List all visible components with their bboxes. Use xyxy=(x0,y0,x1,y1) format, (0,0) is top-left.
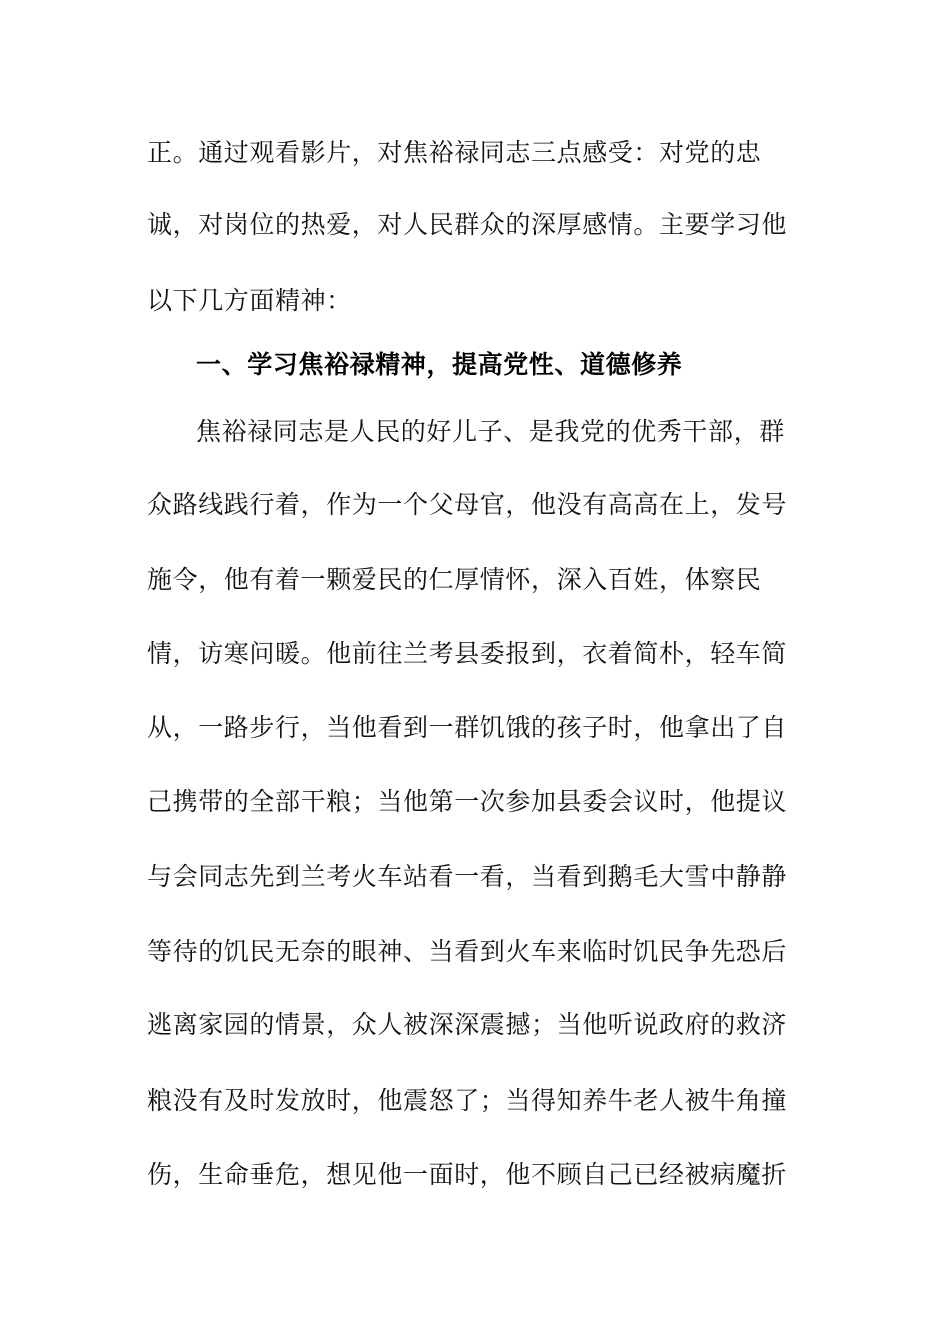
paragraph-line: 等待的饥民无奈的眼神、当看到火车来临时饥民争先恐后 xyxy=(147,937,788,966)
paragraph-line: 诚，对岗位的热爱，对人民群众的深厚感情。主要学习他 xyxy=(147,210,788,239)
paragraph-line: 众路线践行着，作为一个父母官，他没有高高在上，发号 xyxy=(147,490,788,519)
paragraph-line: 从，一路步行，当他看到一群饥饿的孩子时，他拿出了自 xyxy=(147,713,788,742)
paragraph-line: 施令，他有着一颗爱民的仁厚情怀，深入百姓，体察民 xyxy=(147,565,762,594)
paragraph-line: 焦裕禄同志是人民的好儿子、是我党的优秀干部，群 xyxy=(196,417,785,446)
paragraph-line: 以下几方面精神： xyxy=(147,286,352,315)
paragraph-line: 情，访寒问暖。他前往兰考县委报到，衣着简朴，轻车简 xyxy=(147,639,788,668)
paragraph-line: 与会同志先到兰考火车站看一看，当看到鹅毛大雪中静静 xyxy=(147,862,788,891)
paragraph-line: 逃离家园的情景，众人被深深震撼；当他听说政府的救济 xyxy=(147,1010,788,1039)
paragraph-line: 正。通过观看影片，对焦裕禄同志三点感受：对党的忠 xyxy=(147,138,762,167)
paragraph-line: 伤，生命垂危，想见他一面时，他不顾自己已经被病魔折 xyxy=(147,1160,788,1189)
section-heading: 一、学习焦裕禄精神，提高党性、道德修养 xyxy=(196,350,683,379)
paragraph-line: 己携带的全部干粮；当他第一次参加县委会议时，他提议 xyxy=(147,787,788,816)
paragraph-line: 粮没有及时发放时，他震怒了；当得知养牛老人被牛角撞 xyxy=(147,1086,788,1115)
